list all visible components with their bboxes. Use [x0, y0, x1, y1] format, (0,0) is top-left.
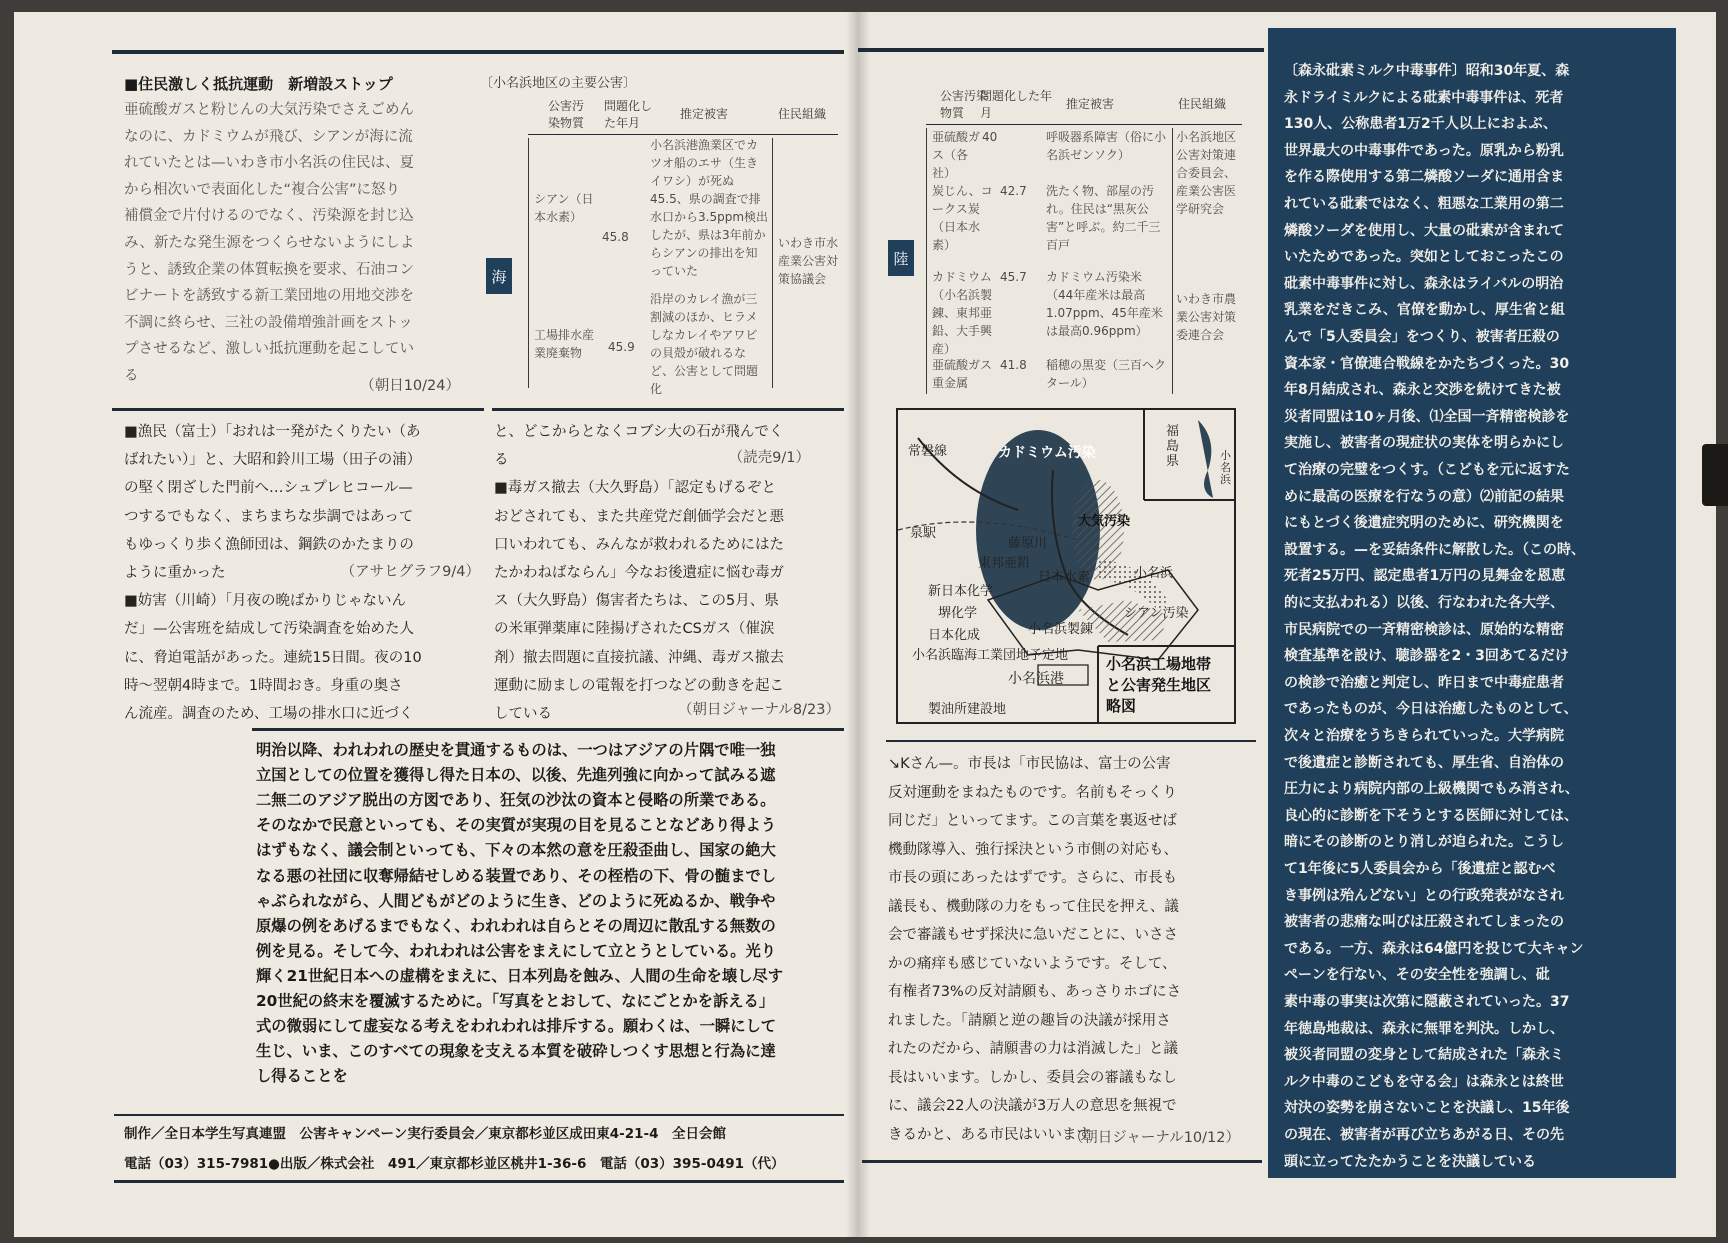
sea-divider-left [528, 138, 529, 388]
sidebar-line: 実施し、被害者の現症状の実体を明らかにし [1284, 435, 1564, 452]
map-label-sakai: 堺化学 [938, 606, 978, 621]
manifesto-line: 式の微弱にして虚妄なる考えをわれわれは排斥する。願わくは、一瞬にして [256, 1017, 777, 1036]
map-label-shinnihon: 新日本化学 [928, 584, 994, 599]
right-text-top-rule [886, 740, 1256, 742]
sidebar-line: 被災者同盟の変身として結成された「森永ミ [1284, 1047, 1564, 1064]
land-header-substance: 公害汚染物質 [940, 89, 989, 120]
sidebar-line: 暗にその診断のとり消しが迫られた。こうし [1284, 834, 1564, 851]
land-row-1-damage: 呼吸器系障害（俗に小名浜ゼンソク） [1046, 130, 1167, 162]
left-top-rule [112, 50, 844, 54]
colophon-bottom-rule [114, 1180, 844, 1183]
left-middle-col2-line: している [494, 706, 552, 722]
table-header-year: 問題化した年月 [604, 99, 653, 130]
left-top-line: 亜硫酸ガスと粉じんの大気汚染でさえごめん [124, 102, 414, 118]
sidebar-line: 〔森永砒素ミルク中毒事件〕昭和30年夏、森 [1284, 63, 1570, 79]
land-row-3-damage: カドミウム汚染米（44年産米は最高1.07ppm、45年産米は最高0.96ppm） [1046, 270, 1163, 338]
table-title: 〔小名浜地区の主要公害〕 [480, 76, 637, 91]
left-middle-col2-line: と、どこからとなくコブシ大の石が飛んでく [494, 424, 784, 440]
yomiuri-source: （読売9/1） [728, 450, 810, 466]
sea-row-2-substance: 工場排水産業廃棄物 [534, 328, 595, 360]
left-middle-col2-line: 口いわれても、みんなが救われるためにはた [494, 536, 784, 553]
land-divider-left [926, 128, 927, 394]
sidebar-line: ペーンを行ない、その安全性を強調し、砒 [1284, 967, 1550, 984]
land-row-3-substance: カドミウム（小名浜製錬、東邦亜鉛、大手興産） [932, 270, 993, 356]
left-middle-col1-line: ■漁民（富士）「おれは一発がたくりたい（あ [124, 424, 421, 440]
sea-divider-right [772, 138, 773, 388]
map-label-fukushima: 福島県 [1166, 424, 1180, 469]
right-bottom-rule [862, 1160, 1262, 1163]
sidebar-line: 永ドライミルクによる砒素中毒事件は、死者 [1284, 89, 1564, 106]
manifesto-line: 明治以降、われわれの歴史を貫通するものは、一つはアジアの片隅で唯一独 [256, 741, 776, 759]
sea-row-2-year: 45.9 [608, 340, 635, 354]
left-top-line: 補償金で片付けるのでなく、汚染源を封じ込 [124, 208, 414, 225]
manifesto-line: 例を見る。そして今、われわれは公害をまえにして立とうとしている。光り [256, 941, 777, 960]
left-mid-rule-1 [112, 408, 484, 411]
left-top-line: ビナートを誘致する新工業団地の用地交渉を [124, 288, 414, 305]
sea-row-1-substance: シアン（日本水素） [534, 192, 594, 224]
sidebar-line: んで「5人委員会」をつくり、被害者圧殺の [1284, 329, 1560, 345]
left-middle-col1-line: ■妨害（川崎）「月夜の晩ばかりじゃないん [124, 593, 406, 610]
manifesto-line: 20世紀の終末を覆滅するために。「写真をとおして、なにごとかを訴える」 [256, 992, 775, 1010]
left-middle-col2-line: おどされても、また共産党だ創価学会だと悪 [494, 508, 784, 525]
manifesto-line: そのなかで民意といっても、その実質が実現の目を見ることなどあり得よう [256, 816, 777, 835]
sidebar-line: 砒素中毒事件に対し、森永はライバルの明治 [1284, 275, 1564, 292]
sidebar-line: 世界最大の中毒事件であった。原乳から粉乳 [1284, 142, 1564, 159]
land-row-4-year: 41.8 [1000, 358, 1027, 372]
left-middle-col1-line: の堅く閉ざした門前へ…シュプレヒコール— [124, 480, 413, 497]
left-top-line: うと、誘致企業の体質転換を要求、石油コン [124, 261, 414, 278]
right-text-line: きるかと、ある市民はいいます [888, 1126, 1091, 1143]
sidebar-line: 良心的に診断を下そうとする医師に対しては、 [1284, 807, 1578, 824]
land-header-org: 住民組織 [1178, 97, 1227, 111]
left-middle-col1-line: ん流産。調査のため、工場の排水口に近づく [124, 706, 414, 722]
sidebar-line: を作る際使用する第二燐酸ソーダに通用含ま [1284, 169, 1564, 186]
table-header-substance: 公害汚染物質 [548, 99, 585, 130]
right-text-line: ↘Kさん—。市長は「市民協は、富士の公害 [888, 756, 1171, 772]
sidebar-line: 燐酸ソーダを使用し、大量の砒素が含まれて [1284, 222, 1564, 239]
right-text-line: 議長も、機動隊の力をもって住民を押え、議 [888, 898, 1179, 915]
left-middle-col2-line: る [494, 452, 509, 469]
left-middle-col1-line: もゆっくり歩く漁師団は、鋼鉄のかたまりの [124, 536, 414, 553]
map-label-onahama: 小名浜 [1134, 566, 1174, 581]
map-label-izumi: 泉駅 [910, 526, 937, 541]
sidebar-line: 圧力により病院内部の上級機関でもみ消され、 [1284, 781, 1579, 798]
left-middle-col2-line: ス（大久野島）傷害者たちは、この5月、県 [494, 593, 779, 610]
land-org-1: 小名浜地区公害対策連合委員会、産業公害医学研究会 [1176, 130, 1237, 216]
sea-row-1-damage: 小名浜港漁業区でカツオ船のエサ（生きイワシ）が死ぬ45.5、県の調査で排水口から3.5ppm検出したが、県は3年前からシアンの排出を知っていた [650, 138, 769, 278]
map-label-cadmium: カドミウム汚染 [998, 445, 1096, 461]
sidebar-line: て1年後に5人委員会から「後遺症と認むべ [1284, 861, 1556, 877]
left-middle-col2-line: 運動に励ましの電報を打つなどの動きを起こ [494, 677, 784, 694]
land-row-1-substance: 亜硫酸ガス（各社） [932, 130, 981, 180]
sidebar-line: であったものが、今日は治癒したものとして、 [1284, 701, 1578, 718]
left-middle-col1-line: だ」—公害班を結成して汚染調査を始めた人 [124, 621, 414, 638]
manifesto-line: 二無二のアジア脱出の方図であり、狂気の沙汰の資本と侵略の所業である。 [256, 791, 776, 810]
left-mid-rule-2 [492, 408, 844, 411]
land-header-year: 問題化した年月 [980, 89, 1053, 120]
manifesto-line: し得ることを [256, 1067, 348, 1086]
map-legend-line-1: 小名浜工場地帯 [1106, 655, 1212, 673]
sidebar-line: ルク中毒のこどもを守る会」は森永とは終世 [1284, 1073, 1564, 1090]
sidebar-line: の現在、被害者が再び立ちあがる日、その先 [1284, 1127, 1564, 1143]
map-label-nihonsuiso: 日本水素 [1038, 570, 1091, 585]
sidebar-line: 死者25万円、認定患者1万円の見舞金を恩恵 [1284, 568, 1566, 585]
left-middle-col2-line: たかわねばならん」今なお後遺症に悩む毒ガ [494, 565, 784, 581]
manifesto-line: 立国としての位置を獲得し得た日本の、以後、先進列強に向かって試みる遮 [256, 766, 776, 785]
right-text-line: れたのだから、請願書の力は消滅した」と議 [888, 1041, 1178, 1057]
sidebar-line: いたためであった。突如としておこったこの [1284, 249, 1564, 266]
right-text-line: かの痛痒も感じていないようです。そして、 [888, 955, 1177, 972]
left-top-line: 不調に終らせ、三社の設備増強計画をストッ [124, 314, 413, 331]
sidebar-line: めに最高の医療を行なうの意）⑵前記の結果 [1284, 488, 1564, 505]
right-text-line: 市長の頭にあったはずです。さらに、市長も [888, 870, 1178, 886]
colophon-line-2: 電話（03）315-7981●出版／株式会社 491／東京都杉並区桃井1-36-6 電話（03）395-0491（代） [124, 1156, 785, 1172]
manifesto-line: 生じ、いま、このすべての現象を支える本質を破砕しつくす思想と行為に達 [256, 1042, 776, 1061]
sidebar-line: 資本家・官僚連合戦線をかたちづくった。30 [1284, 355, 1570, 372]
sidebar-line: 市民病院での一斉精密検診は、原始的な精密 [1284, 621, 1564, 638]
right-text-line: 長はいいます。しかし、委員会の審議もなし [888, 1069, 1177, 1086]
asahijournal-source-1: （朝日ジャーナル8/23） [677, 702, 840, 718]
land-org-2: いわき市農業公害対策委連合会 [1176, 292, 1237, 342]
map-label-cyanide: シアン汚染 [1124, 606, 1189, 621]
sidebar-line: れている砒素ではなく、粗悪な工業用の第二 [1284, 196, 1564, 212]
map-label-fujiwara: 藤原川 [1008, 536, 1048, 551]
left-middle-col1-line: 時～翌朝4時まで。1時間おき。身重の奥さ [124, 677, 403, 694]
land-label: 陸 [888, 240, 914, 276]
land-row-2-substance: 炭じん、コークス炭（日本水素） [932, 184, 993, 252]
left-middle-col2-line: 剤）撤去問題に直接抗議、沖縄、毒ガス撤去 [494, 649, 784, 666]
onahama-map [896, 408, 1236, 724]
left-top-line: プさせるなど、激しい抵抗運動を起こしてい [124, 341, 414, 358]
right-text-line: 会で審議もせず採決に急いだことに、いささ [888, 927, 1178, 943]
map-label-seiren: 小名浜製錬 [1028, 622, 1094, 637]
right-text-line: 有権者73%の反対請願も、あっさりホゴにさ [888, 984, 1182, 1000]
map-label-onahama-inset: 小名浜 [1220, 449, 1231, 486]
sidebar-line: 次々と治療をうちきられていった。大学病院 [1284, 728, 1564, 744]
left-top-line: なのに、カドミウムが飛び、シアンが海に流 [124, 128, 413, 145]
sidebar-line: て治療の完璧をつくす。（こどもを元に返すた [1284, 462, 1570, 478]
right-text-line: 反対運動をまねたものです。名前もそっくり [888, 784, 1177, 801]
sidebar-line: である。一方、森永は64億円を投じて大キャン [1284, 940, 1584, 957]
sea-row-2-damage: 沿岸のカレイ漁が三割減のほか、ヒラメしなカレイやアワビの貝殻が破れるなど、公害として問題化 [650, 292, 759, 396]
manifesto-line: なる悪の社団に収奪帰結せしめる装置であり、その桎梏の下、骨の髄までし [256, 866, 777, 885]
sidebar-line: 素中毒の事実は次第に隠蔽されていった。37 [1284, 994, 1570, 1010]
sea-row-1-year: 45.8 [602, 230, 629, 244]
left-middle-col2-line: の米軍弾薬庫に陸揚げされたCSガス（催涙 [494, 621, 775, 638]
map-label-air: 大気汚染 [1078, 514, 1131, 529]
map-legend-line-2: と公害発生地区 [1106, 676, 1212, 694]
left-middle-col1-line: つするでもなく、まちまちな歩調ではあって [124, 508, 414, 525]
residents-source: （朝日10/24） [360, 378, 460, 394]
right-top-rule [858, 48, 1264, 52]
map-legend [1106, 654, 1211, 717]
right-text-line: に、議会22人の決議が3万人の意思を無視で [888, 1098, 1177, 1114]
sidebar-line: 130人、公称患者1万2千人以上におよぶ、 [1284, 116, 1557, 133]
manifesto-line: ゃぶられながら、人間どもがどのように生き、どのように死ぬるか、戦争や [256, 891, 776, 910]
sidebar-line: で後遺症と診断されても、厚生省、自治体の [1284, 754, 1564, 771]
sidebar-line: 設置する。—を妥結条件に解散した。（この時、 [1284, 541, 1585, 558]
land-row-1-year: 40 [982, 130, 998, 144]
binder-clip [1702, 444, 1728, 506]
asahigraph-source: （アサヒグラフ9/4） [340, 564, 480, 580]
left-middle-col1-line: ばれたい）」と、大昭和鈴川工場（田子の浦） [124, 452, 422, 469]
sidebar-line: き事例は殆んどない」との行政発表がなされ [1284, 887, 1564, 904]
sidebar-line: 年徳島地裁は、森永に無罪を判決。しかし、 [1284, 1020, 1564, 1037]
colophon-top-rule [114, 1114, 844, 1116]
spine-gutter [846, 12, 870, 1237]
left-middle-col1-line: に、脅迫電話があった。連続15日間。夜の10 [124, 649, 422, 666]
fukushima-shape [1198, 420, 1213, 498]
manifesto [250, 732, 846, 1090]
left-top-line: る [124, 368, 139, 384]
morinaga-sidebar [1268, 28, 1676, 1178]
sidebar-line: 年8月結成され、森永と交渉を続けてきた被 [1284, 382, 1561, 399]
colophon-line-1: 制作／全日本学生写真連盟 公害キャンペーン実行委員会／東京都杉並区成田東4-21-4 全日会館 [124, 1126, 727, 1142]
sidebar-line: 頭に立ってたたかうことを決議している [1284, 1153, 1536, 1170]
manifesto-top-rule [252, 728, 844, 731]
map-label-refinery: 製油所建設地 [928, 702, 1007, 717]
land-header-damage: 推定被害 [1066, 97, 1115, 111]
sidebar-line: 乳業をだきこみ、官僚を動かし、厚生省と組 [1284, 302, 1565, 319]
land-row-2-year: 42.7 [1000, 184, 1027, 198]
sea-org: いわき市水産業公害対策協議会 [778, 236, 839, 286]
map-label-port: 小名浜港 [1008, 671, 1064, 687]
sea-label: 海 [486, 258, 512, 294]
manifesto-line: はずもなく、議会制といっても、下々の本然の意を圧殺歪曲し、国家の絶大 [256, 841, 776, 860]
land-divider-right [1172, 128, 1173, 394]
sidebar-line: 検査基準を設け、聴診器を2・3回あてるだけ [1284, 648, 1569, 665]
right-text-line: れました。「請願と逆の趣旨の決議が採用さ [888, 1012, 1171, 1029]
map-label-toho: 東邦亜鉛 [978, 556, 1031, 571]
land-row-4-substance: 亜硫酸ガス重金属 [932, 358, 993, 390]
left-middle-col2-line: ■毒ガス撤去（大久野島）「認定もげるぞと [494, 480, 776, 497]
left-top-line: み、新たな発生源をつくらせないようにしよ [124, 235, 415, 251]
left-top-line: れていたとは—いわき市小名浜の住民は、夏 [124, 155, 414, 172]
residents-heading: ■住民激しく抵抗運動 新増設ストップ [124, 75, 393, 93]
table-header-org: 住民組織 [778, 107, 827, 121]
map-label-newindustry: 小名浜臨海工業団地予定地 [912, 648, 1069, 663]
left-top-line: から相次いで表面化した“複合公害”に怒り [124, 181, 401, 198]
map-legend-line-3: 略図 [1106, 697, 1137, 715]
map-label-nihonkasei: 日本化成 [928, 628, 981, 643]
sidebar-line: 対決の姿勢を崩さないことを決議し、15年後 [1284, 1100, 1570, 1117]
table-header-rule [528, 134, 838, 135]
left-middle-col1-line: ように重かった [124, 565, 226, 581]
land-row-4-damage: 稲穂の黒変（三百ヘクタール） [1046, 358, 1167, 390]
sidebar-line: にもとづく後遺症究明のために、研究機関を [1284, 515, 1564, 532]
land-row-3-year: 45.7 [1000, 270, 1027, 284]
asahijournal-source-2: （朝日ジャーナル10/12） [1068, 1130, 1240, 1146]
sidebar-line: の検診で治癒と判定し、昨日まで中毒症患者 [1284, 674, 1564, 691]
map-label-jouban: 常磐線 [908, 444, 948, 459]
sidebar-line: 災者同盟は10ヶ月後、⑴全国一斉精密検診を [1284, 408, 1570, 425]
land-header-rule [926, 124, 1242, 125]
right-text-line: 機動隊導入、強行採決という市側の対応も、 [888, 841, 1178, 858]
table-header-damage: 推定被害 [680, 107, 729, 121]
manifesto-line: 原爆の例をあげるまでもなく、われわれは自らとその周辺に散乱する無数の [256, 916, 776, 935]
right-text-line: 同じだ」といってます。この言葉を裏返せば [888, 813, 1177, 829]
manifesto-line: 輝く21世紀日本への虚構をまえに、日本列島を蝕み、人間の生命を壊し尽す [256, 966, 784, 985]
land-row-2-damage: 洗たく物、部屋の汚れ。住民は“黒灰公害”と呼ぶ。約二千三百戸 [1046, 184, 1161, 252]
sidebar-line: 的に支払われる）以後、行なわれた各大学、 [1284, 595, 1564, 611]
sidebar-line: 被害者の悲痛な叫びは圧殺されてしまったの [1284, 914, 1564, 931]
